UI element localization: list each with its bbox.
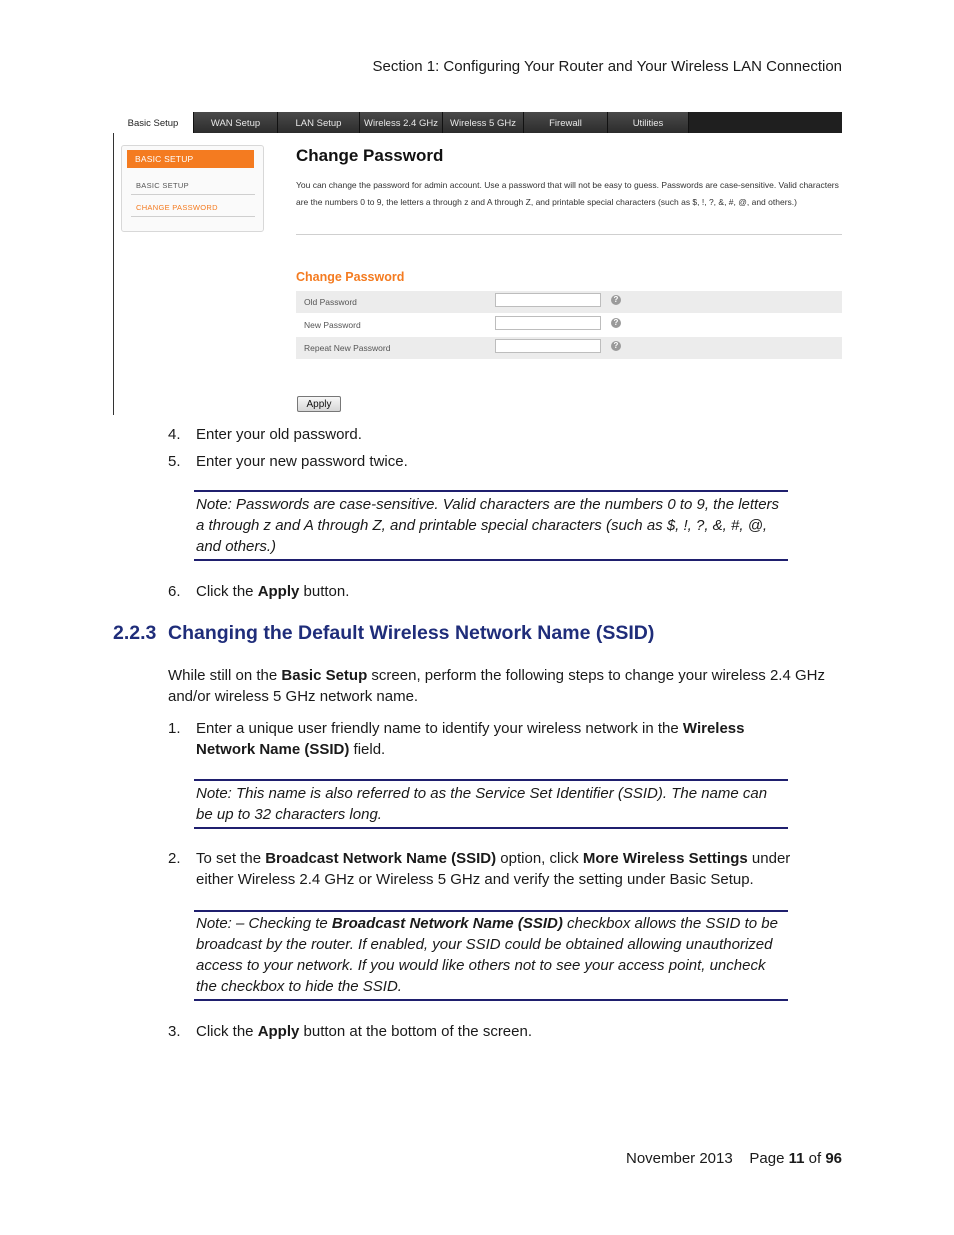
step-text: Click the Apply button at the bottom of the screen. (196, 1023, 533, 1040)
tab-lan-setup[interactable]: LAN Setup (278, 112, 360, 133)
tab-firewall[interactable]: Firewall (524, 112, 608, 133)
new-password-input[interactable] (495, 316, 601, 330)
note-passwords: Note: Passwords are case-sensitive. Valid characters are the numbers 0 to 9, the letters a through z and A through Z, and printable special characters (such as $, !, ?, &, #, @, and others.) (196, 496, 780, 555)
note-top-rule (194, 490, 788, 492)
note-bottom-rule (194, 827, 788, 829)
ui-section-title: Change Password (296, 270, 405, 284)
step-number: 1. (168, 720, 181, 737)
step-text: Enter a unique user friendly name to identify your wireless network in the Wireless Network Name (SSID) field. (196, 720, 745, 758)
step-number: 4. (168, 426, 181, 443)
page-header: Section 1: Configuring Your Router and Your Wireless LAN Connection (372, 58, 842, 75)
step-number: 2. (168, 850, 181, 867)
screenshot-left-border (113, 112, 114, 415)
note-bottom-rule (194, 999, 788, 1001)
ui-page-title: Change Password (296, 146, 444, 165)
sidebar-item-change-password[interactable]: CHANGE PASSWORD (131, 199, 255, 217)
old-password-label: Old Password (304, 297, 357, 307)
note-top-rule (194, 910, 788, 912)
note-bottom-rule (194, 559, 788, 561)
tab-wireless-5[interactable]: Wireless 5 GHz (443, 112, 524, 133)
ui-divider (296, 234, 842, 235)
step-number: 3. (168, 1023, 181, 1040)
note-broadcast: Note: – Checking te Broadcast Network Name (SSID) checkbox allows the SSID to be broadcast by the router. If enabled, your SSID could be obtained allowing unauthorized access to your network. If you would like others not to see your access point, uncheck the checkbox to hide the SSID. (196, 915, 778, 995)
intro-paragraph: While still on the Basic Setup screen, perform the following steps to change your wireless 2.4 GHz and/or wireless 5 GHz network name. (168, 667, 825, 705)
repeat-password-label: Repeat New Password (304, 343, 391, 353)
step-number: 6. (168, 583, 181, 600)
old-password-input[interactable] (495, 293, 601, 307)
step-text: Enter your new password twice. (196, 453, 408, 470)
sidebar-heading: BASIC SETUP (127, 150, 254, 168)
tab-wan-setup[interactable]: WAN Setup (194, 112, 278, 133)
help-icon[interactable]: ? (611, 341, 621, 351)
step-number: 5. (168, 453, 181, 470)
step-text: Enter your old password. (196, 426, 362, 443)
footer-date: November 2013 (625, 1150, 733, 1167)
tab-utilities[interactable]: Utilities (608, 112, 689, 133)
new-password-label: New Password (304, 320, 361, 330)
ui-description: You can change the password for admin account. Use a password that will not be easy to guess. Passwords are case-sensitive. Valid characters are the numbers 0 to 9, the letters a through z and A through Z, and printable special characters (such as $, !, ?, &, #, @, and others.) (296, 180, 839, 207)
tab-bar (113, 112, 842, 133)
step-text: To set the Broadcast Network Name (SSID) option, click More Wireless Settings under either Wireless 2.4 GHz or Wireless 5 GHz and verify the setting under Basic Setup. (196, 850, 791, 888)
step-text: Click the Apply button. (196, 583, 350, 600)
tab-basic-setup[interactable]: Basic Setup (113, 112, 194, 133)
note-top-rule (194, 779, 788, 781)
help-icon[interactable]: ? (611, 295, 621, 305)
tab-wireless-24[interactable]: Wireless 2.4 GHz (360, 112, 443, 133)
help-icon[interactable]: ? (611, 318, 621, 328)
apply-button[interactable]: Apply (297, 396, 341, 412)
repeat-password-input[interactable] (495, 339, 601, 353)
page-footer: November 2013 Page 11 of 96 (625, 1150, 842, 1167)
note-ssid: Note: This name is also referred to as the Service Set Identifier (SSID). The name can be up to 32 characters long. (196, 785, 768, 823)
sidebar-item-basic-setup[interactable]: BASIC SETUP (131, 177, 255, 195)
section-heading: 2.2.3 Changing the Default Wireless Network Name (SSID) (113, 622, 655, 644)
